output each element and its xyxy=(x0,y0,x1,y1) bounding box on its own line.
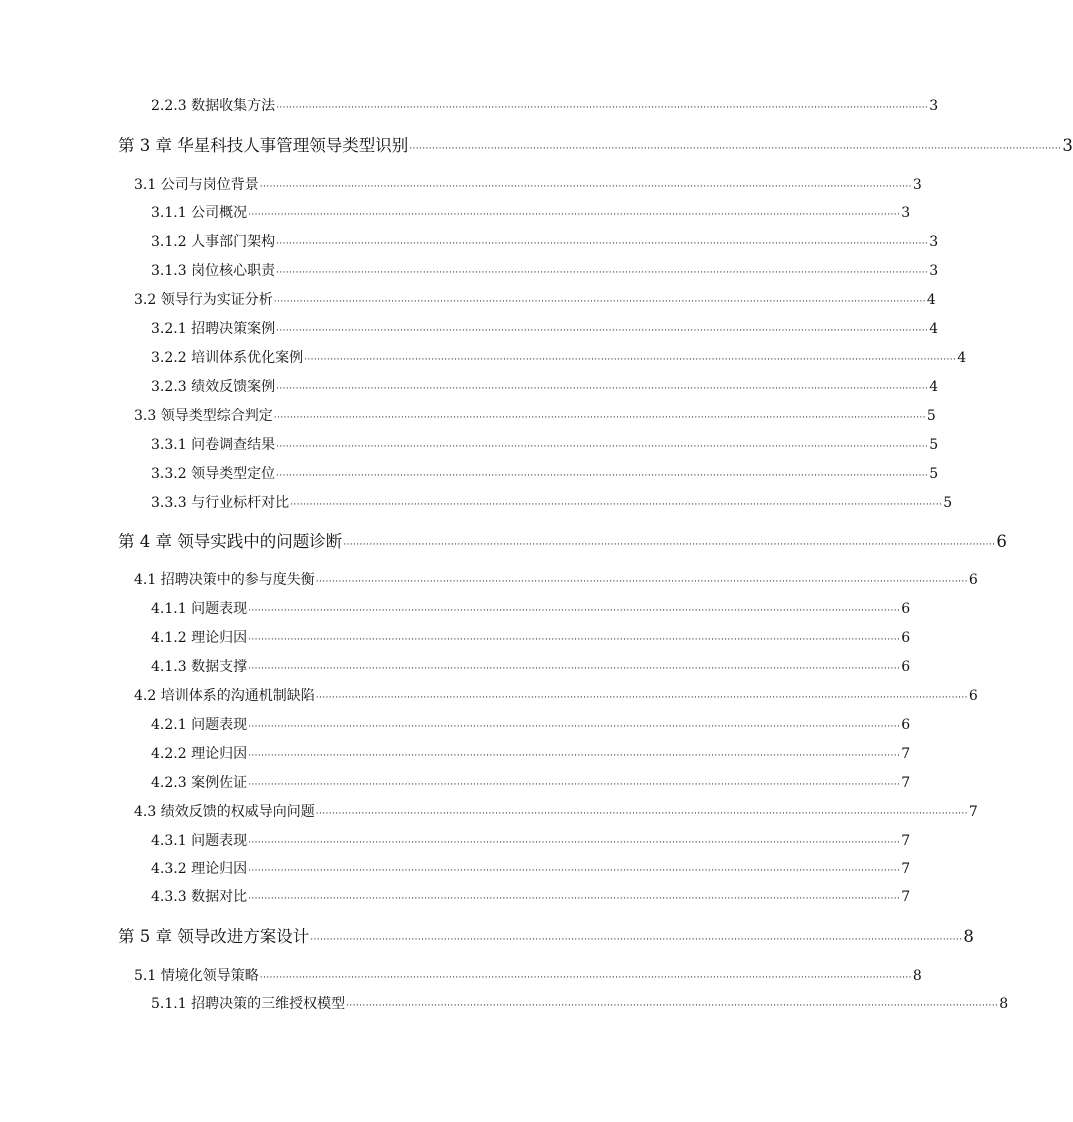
toc-page-number: 3 xyxy=(929,98,939,114)
leader-dots: ········································································································································································································ xyxy=(276,471,929,481)
toc-page-number: 3 xyxy=(901,205,911,221)
toc-entry-3-1-2[interactable] xyxy=(151,232,939,254)
toc-entry-label: 4.2.1 问题表现 xyxy=(151,717,248,733)
toc-entry-4-2[interactable] xyxy=(134,686,978,708)
toc-page-number: 5 xyxy=(929,466,939,482)
leader-dots: ········································································································································································································ xyxy=(248,780,901,790)
toc-entry-2-2-3[interactable] xyxy=(151,96,939,118)
toc-entry-3-3[interactable] xyxy=(134,406,936,428)
toc-page-number: 7 xyxy=(968,804,978,820)
toc-entry-4-1-1[interactable] xyxy=(151,599,911,621)
toc-entry-label: 4.2 培训体系的沟通机制缺陷 xyxy=(134,688,315,704)
toc-page-number: 6 xyxy=(901,717,911,733)
toc-page-number: 5 xyxy=(943,495,953,511)
leader-dots: ········································································································································································································ xyxy=(276,103,929,113)
toc-entry-4-1-3[interactable] xyxy=(151,657,911,679)
toc-entry-3-3-1[interactable] xyxy=(151,435,939,457)
toc-entry-4-3[interactable] xyxy=(134,802,978,824)
toc-entry-3-3-3[interactable] xyxy=(151,493,953,515)
leader-dots: ········································································································································································································ xyxy=(276,268,929,278)
toc-page-number: 7 xyxy=(901,775,911,791)
leader-dots: ········································································································································································································ xyxy=(310,935,963,945)
leader-dots: ········································································································································································································ xyxy=(248,210,901,220)
leader-dots: ········································································································································································································ xyxy=(343,540,996,550)
leader-dots: ········································································································································································································ xyxy=(304,355,957,365)
toc-page-number: 6 xyxy=(901,601,911,617)
toc-entry-label: 3.3 领导类型综合判定 xyxy=(134,408,273,424)
leader-dots: ········································································································································································································ xyxy=(248,664,901,674)
leader-dots: ········································································································································································································ xyxy=(276,442,929,452)
toc-entry-4-2-2[interactable] xyxy=(151,744,911,766)
leader-dots: ········································································································································································································ xyxy=(409,144,1062,154)
toc-entry-label: 4.3 绩效反馈的权威导向问题 xyxy=(134,804,315,820)
toc-chapter-3[interactable] xyxy=(118,134,1073,161)
leader-dots: ········································································································································································································ xyxy=(248,894,901,904)
toc-entry-4-2-3[interactable] xyxy=(151,773,911,795)
toc-page-number: 8 xyxy=(963,927,974,946)
toc-entry-label: 3.2.2 培训体系优化案例 xyxy=(151,350,304,366)
toc-entry-label: 4.1 招聘决策中的参与度失衡 xyxy=(134,572,315,588)
toc-page-number: 6 xyxy=(996,532,1007,551)
toc-page-number: 3 xyxy=(929,263,939,279)
toc-page-number: 4 xyxy=(957,350,967,366)
toc-entry-4-3-2[interactable] xyxy=(151,859,911,881)
toc-page-number: 7 xyxy=(901,889,911,905)
toc-entry-label: 4.2.2 理论归因 xyxy=(151,746,248,762)
toc-page-number: 7 xyxy=(901,746,911,762)
toc-entry-label: 4.1.1 问题表现 xyxy=(151,601,248,617)
toc-entry-label: 第 3 章 华星科技人事管理领导类型识别 xyxy=(118,136,409,155)
toc-entry-3-2-1[interactable] xyxy=(151,319,939,341)
leader-dots: ········································································································································································································ xyxy=(248,722,901,732)
leader-dots: ········································································································································································································ xyxy=(248,751,901,761)
leader-dots: ········································································································································································································ xyxy=(315,577,968,587)
toc-page-number: 7 xyxy=(901,861,911,877)
toc-entry-label: 3.1.2 人事部门架构 xyxy=(151,234,276,250)
toc-page-number: 7 xyxy=(901,833,911,849)
toc-page-number: 3 xyxy=(1062,136,1073,155)
toc-entry-label: 3.1 公司与岗位背景 xyxy=(134,177,259,193)
toc-entry-label: 2.2.3 数据收集方法 xyxy=(151,98,276,114)
toc-page-number: 8 xyxy=(912,968,922,984)
toc-entry-label: 3.1.3 岗位核心职责 xyxy=(151,263,276,279)
toc-entry-5-1[interactable] xyxy=(134,966,922,988)
leader-dots: ········································································································································································································ xyxy=(259,973,912,983)
toc-page-number: 6 xyxy=(968,572,978,588)
toc-chapter-5[interactable] xyxy=(118,925,974,952)
toc-entry-3-1-1[interactable] xyxy=(151,203,911,225)
toc-entry-label: 3.1.1 公司概况 xyxy=(151,205,248,221)
toc-entry-4-1[interactable] xyxy=(134,570,978,592)
toc-page-number: 4 xyxy=(929,321,939,337)
leader-dots: ········································································································································································································ xyxy=(346,1001,999,1011)
leader-dots: ········································································································································································································ xyxy=(248,606,901,616)
toc-page-number: 5 xyxy=(926,408,936,424)
toc-entry-label: 3.3.2 领导类型定位 xyxy=(151,466,276,482)
toc-entry-5-1-1[interactable] xyxy=(151,994,1009,1016)
toc-entry-3-1-3[interactable] xyxy=(151,261,939,283)
toc-entry-3-3-2[interactable] xyxy=(151,464,939,486)
toc-page-number: 8 xyxy=(999,996,1009,1012)
leader-dots: ········································································································································································································ xyxy=(248,838,901,848)
toc-entry-label: 3.3.3 与行业标杆对比 xyxy=(151,495,290,511)
toc-page-number: 4 xyxy=(926,292,936,308)
toc-entry-3-2-2[interactable] xyxy=(151,348,967,370)
toc-entry-4-2-1[interactable] xyxy=(151,715,911,737)
toc-entry-label: 4.2.3 案例佐证 xyxy=(151,775,248,791)
leader-dots: ········································································································································································································ xyxy=(276,326,929,336)
toc-entry-label: 5.1 情境化领导策略 xyxy=(134,968,259,984)
leader-dots: ········································································································································································································ xyxy=(276,239,929,249)
toc-entry-label: 4.1.3 数据支撑 xyxy=(151,659,248,675)
toc-entry-label: 4.1.2 理论归因 xyxy=(151,630,248,646)
leader-dots: ········································································································································································································ xyxy=(273,297,926,307)
leader-dots: ········································································································································································································ xyxy=(315,809,968,819)
toc-page-number: 4 xyxy=(929,379,939,395)
toc-page-number: 6 xyxy=(968,688,978,704)
toc-entry-label: 4.3.2 理论归因 xyxy=(151,861,248,877)
toc-entry-label: 3.2.3 绩效反馈案例 xyxy=(151,379,276,395)
toc-page-number: 5 xyxy=(929,437,939,453)
toc-entry-4-1-2[interactable] xyxy=(151,628,911,650)
toc-entry-label: 3.2 领导行为实证分析 xyxy=(134,292,273,308)
leader-dots: ········································································································································································································ xyxy=(273,413,926,423)
leader-dots: ········································································································································································································ xyxy=(248,866,901,876)
toc-entry-3-1[interactable] xyxy=(134,175,922,197)
leader-dots: ········································································································································································································ xyxy=(315,693,968,703)
leader-dots: ········································································································································································································ xyxy=(248,635,901,645)
toc-entry-label: 5.1.1 招聘决策的三维授权模型 xyxy=(151,996,346,1012)
toc-page-number: 6 xyxy=(901,659,911,675)
toc-entry-4-3-3[interactable] xyxy=(151,887,911,909)
toc-entry-label: 3.2.1 招聘决策案例 xyxy=(151,321,276,337)
toc-entry-label: 第 4 章 领导实践中的问题诊断 xyxy=(118,532,343,551)
toc-page-number: 3 xyxy=(929,234,939,250)
toc-page-number: 6 xyxy=(901,630,911,646)
toc-entry-3-2-3[interactable] xyxy=(151,377,939,399)
leader-dots: ········································································································································································································ xyxy=(290,500,943,510)
toc-entry-4-3-1[interactable] xyxy=(151,831,911,853)
toc-entry-label: 4.3.1 问题表现 xyxy=(151,833,248,849)
toc-entry-label: 4.3.3 数据对比 xyxy=(151,889,248,905)
leader-dots: ········································································································································································································ xyxy=(276,384,929,394)
toc-page-number: 3 xyxy=(912,177,922,193)
leader-dots: ········································································································································································································ xyxy=(259,182,912,192)
toc-entry-label: 第 5 章 领导改进方案设计 xyxy=(118,927,310,946)
toc-entry-3-2[interactable] xyxy=(134,290,936,312)
toc-entry-label: 3.3.1 问卷调查结果 xyxy=(151,437,276,453)
toc-chapter-4[interactable] xyxy=(118,530,1007,557)
